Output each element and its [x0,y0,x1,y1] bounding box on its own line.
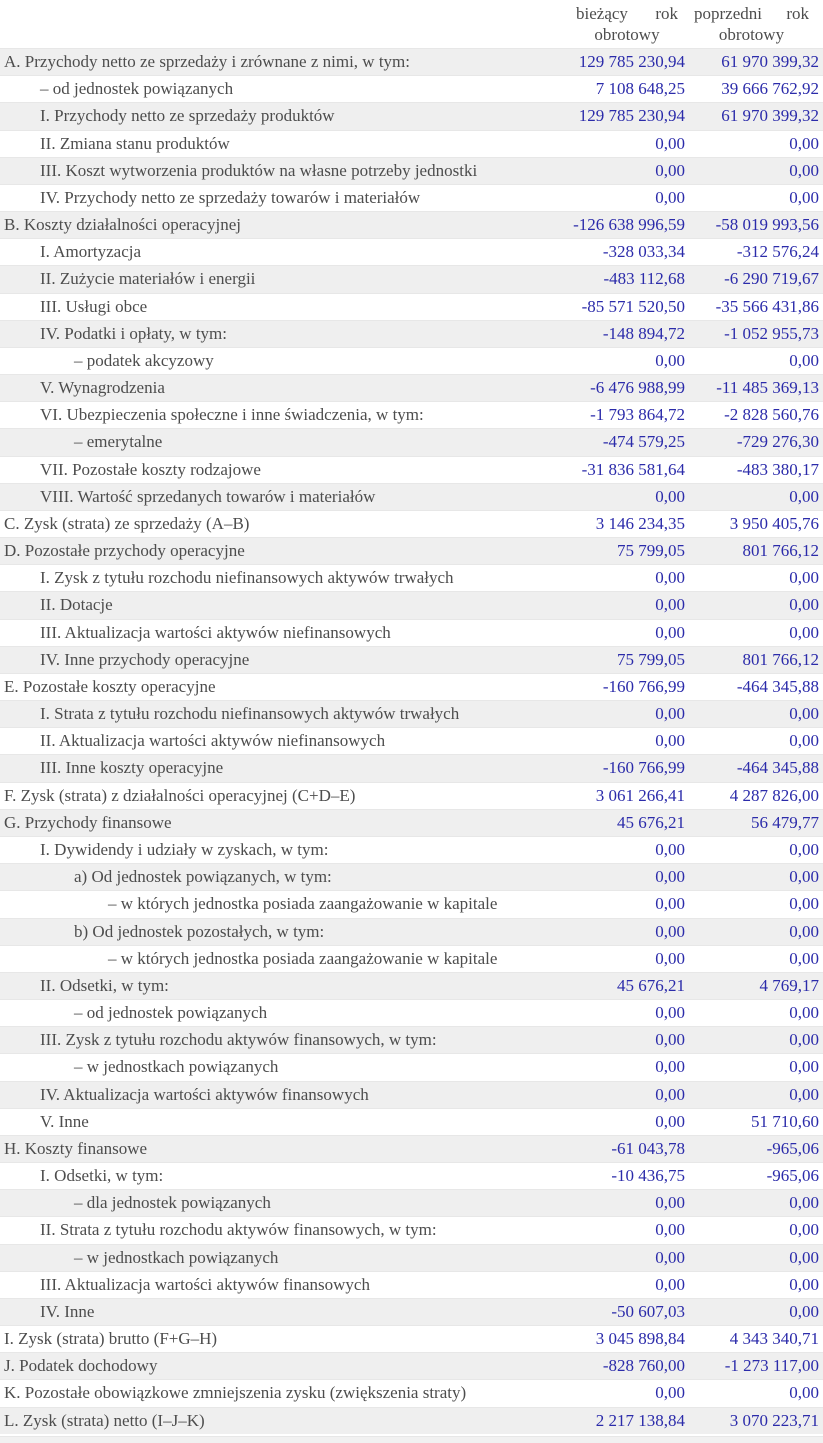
value-previous-year: 0,00 [789,1247,819,1267]
row-label: D. Pozostałe przychody operacyjne [4,541,245,561]
row-label: – emerytalne [74,432,163,452]
table-row [0,1026,823,1053]
value-previous-year: 0,00 [789,1193,819,1213]
table-row [0,320,823,347]
value-previous-year: -729 276,30 [736,432,819,452]
value-current-year: 0,00 [655,948,685,968]
value-current-year: 45 676,21 [617,812,685,832]
table-row [0,1271,823,1298]
partial-next-row-sliver [0,1436,823,1443]
table-row [0,1053,823,1080]
value-current-year: -828 760,00 [602,1356,685,1376]
row-label: VII. Pozostałe koszty rodzajowe [40,459,261,479]
current-year-header-line2: obrotowy [594,25,660,44]
value-current-year: -148 894,72 [602,323,685,343]
value-previous-year: 0,00 [789,1084,819,1104]
value-current-year: -61 043,78 [611,1138,685,1158]
row-label: I. Przychody netto ze sprzedaży produktów [40,106,335,126]
table-row [0,1325,823,1352]
row-label: a) Od jednostek powiązanych, w tym: [74,867,332,887]
row-label: VIII. Wartość sprzedanych towarów i materiałów [40,486,376,506]
row-label: II. Aktualizacja wartości aktywów niefinansowych [40,731,386,751]
table-row [0,945,823,972]
value-previous-year: -464 345,88 [736,758,819,778]
value-current-year: 0,00 [655,486,685,506]
value-previous-year: 0,00 [789,160,819,180]
row-label: IV. Inne przychody operacyjne [40,649,250,669]
value-previous-year: 4 287 826,00 [729,785,819,805]
value-current-year: -31 836 581,64 [581,459,685,479]
value-current-year: 7 108 648,25 [595,79,685,99]
value-previous-year: 3 950 405,76 [729,513,819,533]
row-label: C. Zysk (strata) ze sprzedaży (A–B) [4,513,250,533]
value-previous-year: 0,00 [789,350,819,370]
row-label: II. Dotacje [40,595,113,615]
value-current-year: -483 112,68 [603,269,685,289]
value-previous-year: -6 290 719,67 [724,269,819,289]
value-current-year: 0,00 [655,921,685,941]
row-label: IV. Przychody netto ze sprzedaży towarów i materiałów [40,187,421,207]
table-body [0,48,823,1434]
row-label: IV. Podatki i opłaty, w tym: [40,323,227,343]
row-label: L. Zysk (strata) netto (I–J–K) [4,1410,205,1430]
value-previous-year: 39 666 762,92 [721,79,819,99]
row-label: II. Strata z tytułu rozchodu aktywów finansowych, w tym: [40,1220,437,1240]
value-current-year: 0,00 [655,731,685,751]
value-previous-year: 61 970 399,32 [721,52,819,71]
value-previous-year: 0,00 [789,1274,819,1294]
row-label: III. Aktualizacja wartości aktywów niefinansowych [40,622,391,642]
table-row [0,646,823,673]
value-previous-year: 56 479,77 [751,812,819,832]
column-header-current-year [558,3,688,45]
value-previous-year: 0,00 [789,1383,819,1403]
value-current-year: -6 476 988,99 [590,378,685,398]
table-row [0,211,823,238]
value-current-year: -85 571 520,50 [581,296,685,316]
row-label: II. Zużycie materiałów i energii [40,269,256,289]
value-current-year: 0,00 [655,595,685,615]
row-label: IV. Aktualizacja wartości aktywów finansowych [40,1084,369,1104]
table-row [0,564,823,591]
value-current-year: -10 436,75 [611,1166,685,1186]
value-current-year: 45 676,21 [617,975,685,995]
value-previous-year: -965,06 [766,1166,819,1186]
current-year-header-line1: bieżący rok [576,4,678,23]
value-current-year: 75 799,05 [617,649,685,669]
value-current-year: 3 061 266,41 [595,785,685,805]
table-row [0,619,823,646]
value-previous-year: -35 566 431,86 [715,296,819,316]
row-label: V. Wynagrodzenia [40,378,165,398]
table-row [0,483,823,510]
table-row [0,1379,823,1406]
row-label: E. Pozostałe koszty operacyjne [4,676,216,696]
value-previous-year: 3 070 223,71 [729,1410,819,1430]
column-header-previous-year [688,3,823,45]
value-previous-year: -58 019 993,56 [715,215,819,235]
row-label: I. Zysk (strata) brutto (F+G–H) [4,1329,218,1349]
table-row [0,727,823,754]
row-label: K. Pozostałe obowiązkowe zmniejszenia zysku (zwiększenia straty) [4,1383,467,1403]
value-previous-year: 0,00 [789,622,819,642]
value-current-year: -1 793 864,72 [590,405,685,425]
row-label: – w których jednostka posiada zaangażowanie w kapitale [108,948,498,968]
row-label: III. Inne koszty operacyjne [40,758,224,778]
value-current-year: 2 217 138,84 [595,1410,685,1430]
row-label: B. Koszty działalności operacyjnej [4,215,241,235]
value-current-year: -126 638 996,59 [573,215,685,235]
table-row [0,1081,823,1108]
table-row [0,809,823,836]
value-current-year: -160 766,99 [602,676,685,696]
table-row [0,836,823,863]
value-previous-year: 801 766,12 [742,649,819,669]
table-row [0,890,823,917]
row-label: III. Usługi obce [40,296,148,316]
table-row [0,1135,823,1162]
value-previous-year: -483 380,17 [736,459,819,479]
value-previous-year: -312 576,24 [736,242,819,262]
table-row [0,428,823,455]
row-label: – od jednostek powiązanych [74,1003,268,1023]
value-previous-year: 0,00 [789,948,819,968]
row-label: III. Koszt wytworzenia produktów na własne potrzeby jednostki [40,160,478,180]
value-previous-year: 0,00 [789,867,819,887]
value-current-year: 0,00 [655,133,685,153]
value-current-year: 0,00 [655,1193,685,1213]
value-current-year: 0,00 [655,1383,685,1403]
value-current-year: 0,00 [655,622,685,642]
table-row [0,401,823,428]
value-current-year: 0,00 [655,1247,685,1267]
table-row [0,184,823,211]
table-row [0,130,823,157]
row-label: V. Inne [40,1111,89,1131]
value-previous-year: 0,00 [789,1301,819,1321]
table-row [0,754,823,781]
value-current-year: 0,00 [655,160,685,180]
table-row [0,293,823,320]
table-row [0,1216,823,1243]
value-current-year: 3 146 234,35 [595,513,685,533]
value-previous-year: 0,00 [789,595,819,615]
row-label: II. Zmiana stanu produktów [40,133,230,153]
row-label: I. Dywidendy i udziały w zyskach, w tym: [40,839,329,859]
table-row [0,1162,823,1189]
value-previous-year: 0,00 [789,1057,819,1077]
value-previous-year: 0,00 [789,921,819,941]
value-current-year: 0,00 [655,1057,685,1077]
value-previous-year: 0,00 [789,486,819,506]
table-row [0,456,823,483]
table-row [0,1244,823,1271]
row-label: III. Zysk z tytułu rozchodu aktywów finansowych, w tym: [40,1030,437,1050]
value-previous-year: 0,00 [789,839,819,859]
row-label: IV. Inne [40,1301,95,1321]
table-row [0,265,823,292]
value-current-year: 0,00 [655,1274,685,1294]
table-row [0,673,823,700]
value-previous-year: -11 485 369,13 [716,378,819,398]
table-row [0,999,823,1026]
value-current-year: -328 033,34 [602,242,685,262]
table-row [0,374,823,401]
row-label: – w jednostkach powiązanych [74,1057,279,1077]
table-row [0,863,823,890]
value-current-year: -50 607,03 [611,1301,685,1321]
table-row [0,510,823,537]
row-label: A. Przychody netto ze sprzedaży i zrównane z nimi, w tym: [4,52,410,71]
row-label: – w jednostkach powiązanych [74,1247,279,1267]
value-previous-year: -2 828 560,76 [724,405,819,425]
table-row [0,782,823,809]
value-previous-year: 0,00 [789,133,819,153]
value-previous-year: 61 970 399,32 [721,106,819,126]
value-previous-year: 0,00 [789,1220,819,1240]
value-previous-year: -1 052 955,73 [724,323,819,343]
value-previous-year: -1 273 117,00 [724,1356,819,1376]
value-previous-year: 51 710,60 [751,1111,819,1131]
table-row [0,1108,823,1135]
value-current-year: 0,00 [655,187,685,207]
value-current-year: 129 785 230,94 [578,106,685,126]
value-current-year: 0,00 [655,350,685,370]
table-row [0,75,823,102]
table-row [0,591,823,618]
value-current-year: 0,00 [655,1084,685,1104]
value-previous-year: 0,00 [789,731,819,751]
row-label: – dla jednostek powiązanych [74,1193,271,1213]
table-row [0,238,823,265]
value-current-year: 0,00 [655,894,685,914]
row-label: – podatek akcyzowy [74,350,214,370]
value-previous-year: 0,00 [789,187,819,207]
value-current-year: 0,00 [655,568,685,588]
value-previous-year: 0,00 [789,568,819,588]
row-label: I. Strata z tytułu rozchodu niefinansowych aktywów trwałych [40,704,460,724]
value-previous-year: -965,06 [766,1138,819,1158]
value-current-year: 129 785 230,94 [578,52,685,71]
value-previous-year: -464 345,88 [736,676,819,696]
table-row [0,1189,823,1216]
row-label: H. Koszty finansowe [4,1138,148,1158]
value-current-year: 0,00 [655,1030,685,1050]
value-current-year: 3 045 898,84 [595,1329,685,1349]
row-label: I. Zysk z tytułu rozchodu niefinansowych aktywów trwałych [40,568,454,588]
value-current-year: 0,00 [655,1220,685,1240]
table-row [0,700,823,727]
table-row [0,48,823,75]
row-label: I. Amortyzacja [40,242,142,262]
row-label: G. Przychody finansowe [4,812,172,832]
value-previous-year: 801 766,12 [742,541,819,561]
value-current-year: 75 799,05 [617,541,685,561]
row-label: J. Podatek dochodowy [4,1356,158,1376]
value-previous-year: 0,00 [789,704,819,724]
row-label: VI. Ubezpieczenia społeczne i inne świadczenia, w tym: [40,405,424,425]
table-row [0,1407,823,1434]
row-label: – od jednostek powiązanych [40,79,234,99]
value-current-year: 0,00 [655,1003,685,1023]
previous-year-header-line2: obrotowy [718,25,785,44]
table-row [0,918,823,945]
row-label: I. Odsetki, w tym: [40,1166,164,1186]
value-previous-year: 0,00 [789,1003,819,1023]
value-current-year: 0,00 [655,867,685,887]
row-label: II. Odsetki, w tym: [40,975,169,995]
table-row [0,157,823,184]
value-previous-year: 4 769,17 [759,975,819,995]
row-label: F. Zysk (strata) z działalności operacyjnej (C+D–E) [4,785,356,805]
table-header-row [0,0,823,48]
row-label: b) Od jednostek pozostałych, w tym: [74,921,325,941]
table-row [0,1298,823,1325]
value-previous-year: 4 343 340,71 [729,1329,819,1349]
value-current-year: 0,00 [655,1111,685,1131]
table-row [0,102,823,129]
previous-year-header-line1: poprzedni rok [694,4,809,23]
value-current-year: 0,00 [655,839,685,859]
value-current-year: -474 579,25 [602,432,685,452]
value-current-year: -160 766,99 [602,758,685,778]
table-row [0,972,823,999]
value-previous-year: 0,00 [789,1030,819,1050]
table-row [0,1352,823,1379]
value-current-year: 0,00 [655,704,685,724]
row-label: – w których jednostka posiada zaangażowanie w kapitale [108,894,498,914]
value-previous-year: 0,00 [789,894,819,914]
table-row [0,347,823,374]
row-label: III. Aktualizacja wartości aktywów finansowych [40,1274,370,1294]
table-row [0,537,823,564]
